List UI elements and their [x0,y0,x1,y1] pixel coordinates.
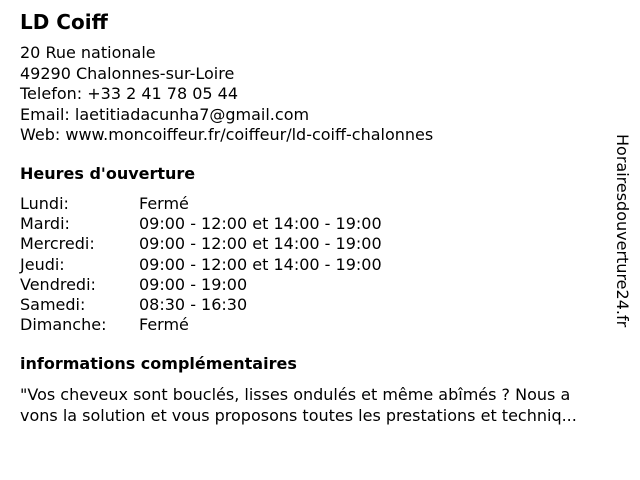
day-hours: 09:00 - 12:00 et 14:00 - 19:00 [139,254,382,274]
business-name: LD Coiff [20,10,108,34]
additional-info-heading: informations complémentaires [20,354,297,373]
hours-row-thursday [20,255,382,275]
opening-hours-table [20,194,382,335]
day-label: Jeudi: [20,254,65,274]
day-hours: 09:00 - 12:00 et 14:00 - 19:00 [139,214,382,234]
address-city: 49290 Chalonnes-sur-Loire [20,63,235,83]
description-line-2: vons la solution et vous proposons toutes les prestations et techniq... [20,406,577,425]
phone-number[interactable]: Telefon: +33 2 41 78 05 44 [20,84,239,103]
hours-row-tuesday [20,214,382,234]
opening-hours-heading: Heures d'ouverture [20,164,196,183]
day-label: Mercredi: [20,234,95,254]
hours-row-saturday [20,295,382,315]
day-hours: Fermé [139,194,189,213]
description-line-1: "Vos cheveux sont bouclés, lisses ondulés et même abîmés ? Nous a [20,385,571,404]
day-hours: 09:00 - 12:00 et 14:00 - 19:00 [139,234,382,254]
hours-row-sunday [20,315,382,335]
day-hours: 09:00 - 19:00 [139,274,248,294]
day-label: Samedi: [20,295,86,315]
contact-block [20,43,433,146]
day-label: Lundi: [20,194,69,213]
email-address[interactable]: Email: laetitiadacunha7@gmail.com [20,104,310,124]
day-label: Dimanche: [20,315,107,335]
day-label: Vendredi: [20,274,96,294]
day-hours: Fermé [139,315,189,335]
hours-row-friday [20,275,382,295]
hours-row-monday [20,194,382,214]
business-description [20,384,630,426]
day-label: Mardi: [20,214,70,234]
website-url[interactable]: Web: www.moncoiffeur.fr/coiffeur/ld-coiff-chalonnes [20,125,434,144]
address-street: 20 Rue nationale [20,43,156,62]
hours-row-wednesday [20,234,382,254]
day-hours: 08:30 - 16:30 [139,295,248,315]
site-watermark: Horairesdouverture24.fr [613,134,632,328]
